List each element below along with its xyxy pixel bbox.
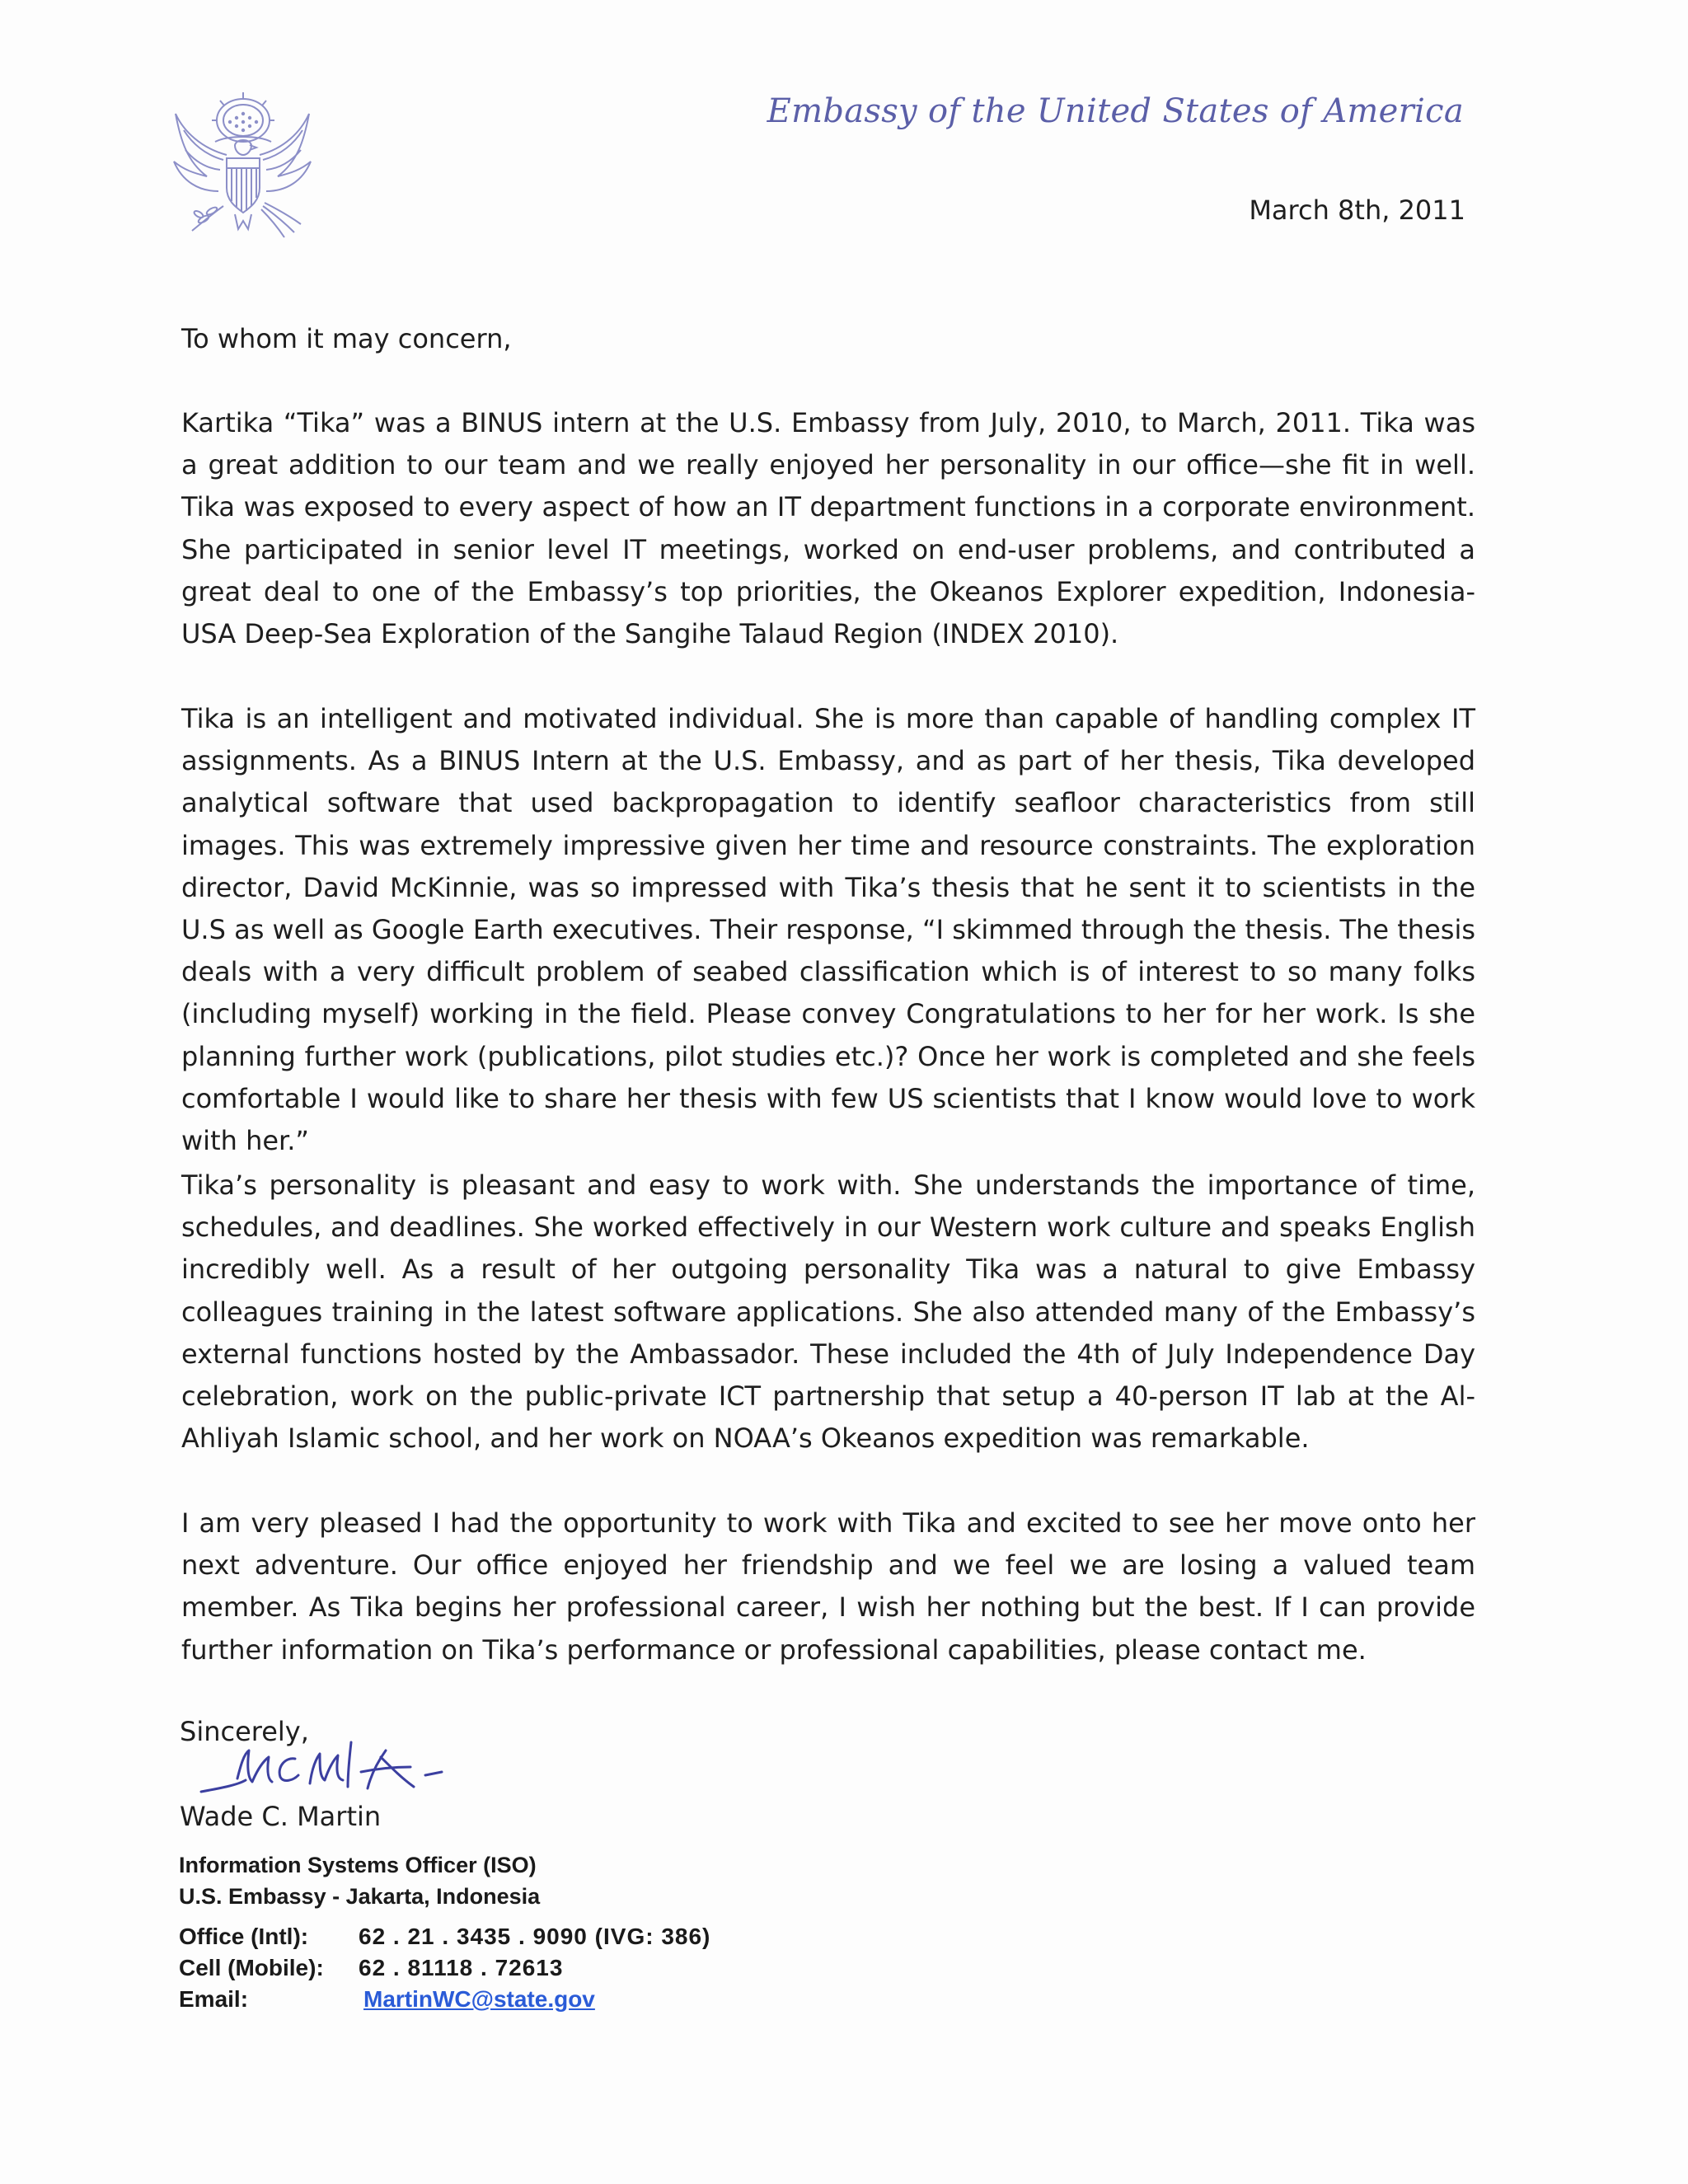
signer-name: Wade C. Martin [180, 1801, 382, 1832]
office-phone-label: Office (Intl): [179, 1924, 309, 1949]
paragraph-1: Kartika “Tika” was a BINUS intern at the U.S. Embassy from July, 2010, to March, 2011. Tika was a great addition to our team and we really enjoyed her personality in our office—she fit in well. Tika was exposed to every aspect of how an IT department functions in a corporate environment. She participated in senior level IT meetings, worked on end-user problems, and contributed a great deal to one of the Embassy’s top priorities, the Okeanos Explorer expedition, Indonesia-USA Deep-Sea Exploration of the Sangihe Talaud Region (INDEX 2010). [181, 407, 1475, 650]
paragraph-4: I am very pleased I had the opportunity to work with Tika and excited to see her move onto her next adventure. Our office enjoyed her friendship and we feel we are losing a valued team member. As Tika begins her professional career, I wish her nothing but the best. If I can provide further information on Tika’s performance or professional capabilities, please contact me. [181, 1507, 1475, 1666]
signature-block [179, 1849, 540, 1912]
signer-title: Information Systems Officer (ISO) [179, 1853, 537, 1877]
closing: Sincerely, [180, 1716, 309, 1747]
embassy-letterhead-title: Embassy of the United States of America [767, 92, 1464, 130]
cell-phone-value: 62 . 81118 . 72613 [359, 1955, 564, 1980]
salutation: To whom it may concern, [181, 323, 512, 354]
handwritten-signature-icon [195, 1729, 467, 1798]
email-link[interactable]: MartinWC@state.gov [363, 1986, 595, 2012]
great-seal-eagle-icon [169, 91, 314, 244]
letter-date: March 8th, 2011 [1249, 194, 1465, 226]
office-phone-value: 62 . 21 . 3435 . 9090 (IVG: 386) [359, 1924, 711, 1949]
paragraph-2: Tika is an intelligent and motivated individual. She is more than capable of handling complex IT assignments. As a BINUS Intern at the U.S. Embassy, and as part of her thesis, Tika developed analytical software that used backpropagation to identify seafloor characteristics from still images. This was extremely impressive given her time and resource constraints. The exploration director, David McKinnie, was so impressed with Tika’s thesis that he sent it to scientists in the U.S as well as Google Earth executives. Their response, “I skimmed through the thesis. The thesis deals with a very difficult problem of seabed classification which is of interest to so many folks (including myself) working in the field. Please convey Congratulations to her for her work. Is she planning further work (publications, pilot studies etc.)? Once her work is completed and she feels comfortable I would like to share her thesis with few US scientists that I know would love to work with her.” [181, 703, 1475, 1157]
email-label: Email: [179, 1986, 249, 2012]
paragraph-3: Tika’s personality is pleasant and easy to work with. She understands the importance of time, schedules, and deadlines. She worked effectively in our Western work culture and speaks English incredibly well. As a result of her outgoing personality Tika was a natural to give Embassy colleagues training in the latest software applications. She also attended many of the Embassy’s external functions hosted by the Ambassador. These included the 4th of July Independence Day celebration, work on the public-private ICT partnership that setup a 40-person IT lab at the Al-Ahliyah Islamic school, and her work on NOAA’s Okeanos expedition was remarkable. [181, 1169, 1475, 1455]
cell-phone-label: Cell (Mobile): [179, 1955, 324, 1980]
signer-organization: U.S. Embassy - Jakarta, Indonesia [179, 1884, 541, 1909]
